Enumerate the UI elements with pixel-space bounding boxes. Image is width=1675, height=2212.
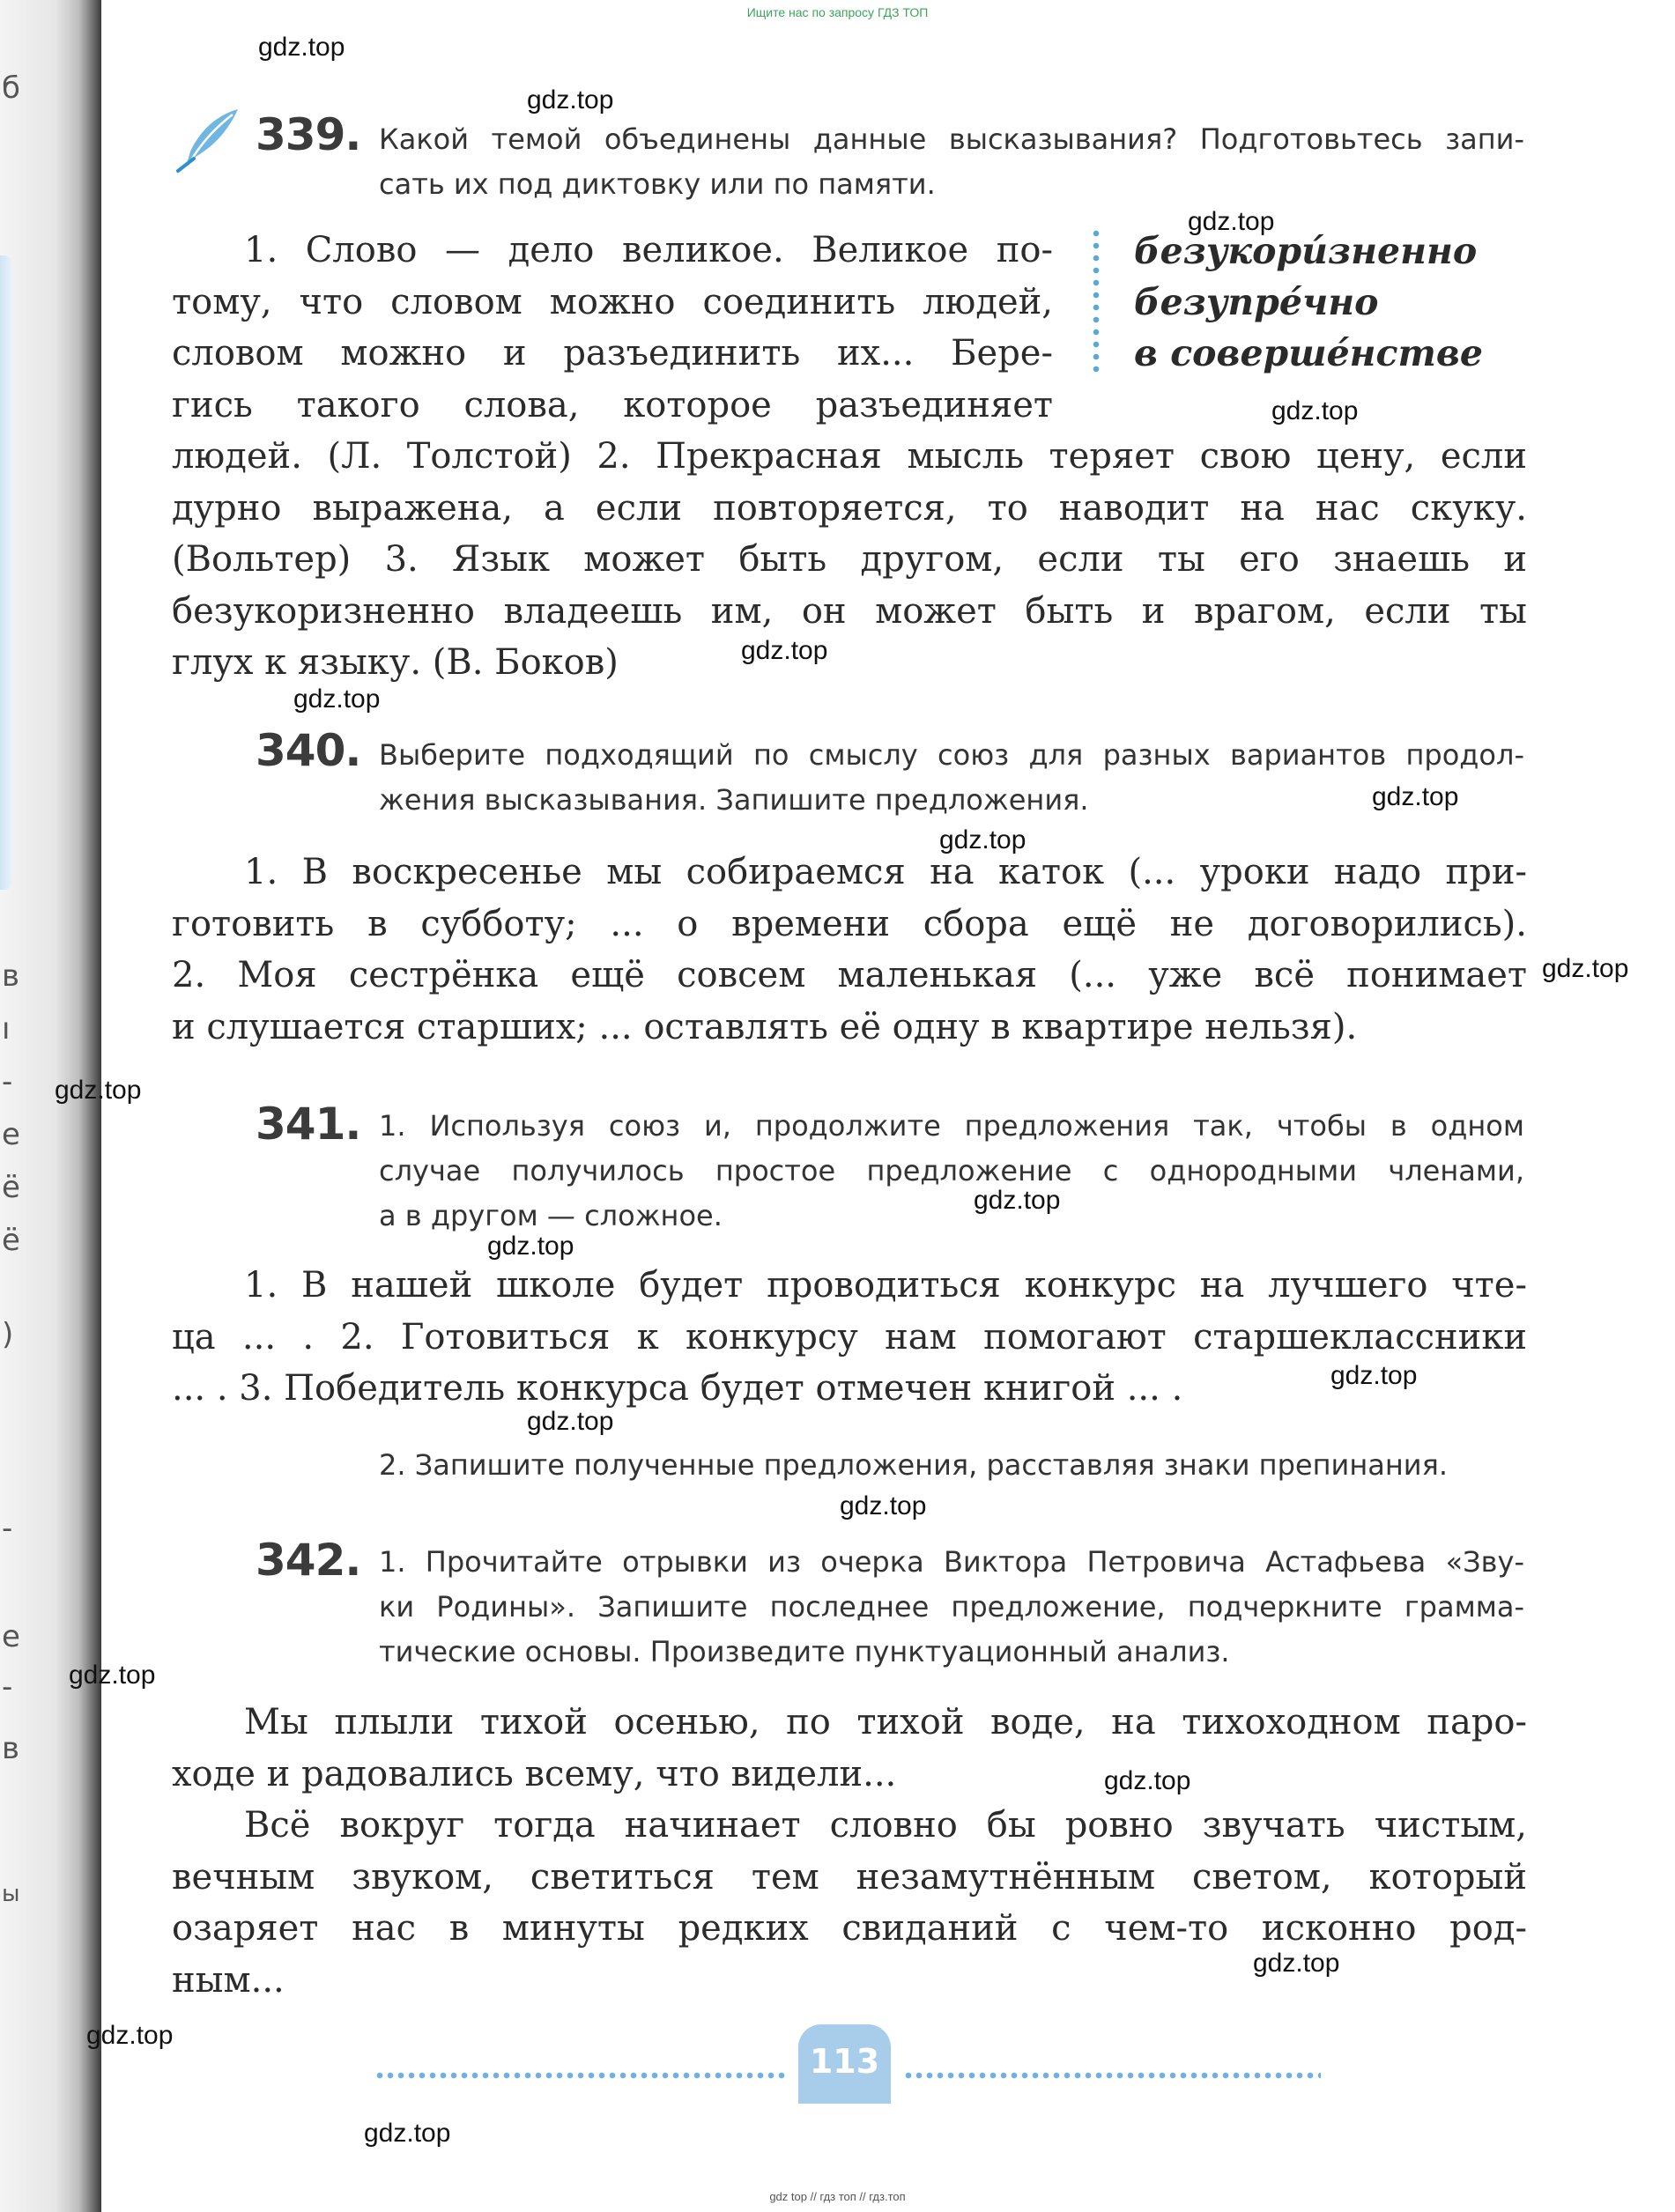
exercise-339-task (379, 117, 1524, 207)
watermark: gdz.top (1330, 1361, 1418, 1390)
edge-letter: е (2, 1619, 20, 1654)
text-line: словом можно и разъединить их... Бере- (172, 333, 1053, 374)
exercise-number-340: 340. (256, 725, 361, 776)
task-line: случае получилось простое предложение с однородными членами, (379, 1154, 1524, 1187)
watermark: gdz.top (55, 1076, 142, 1105)
text-line: 1. Слово — дело великое. Великое по- (244, 230, 1053, 270)
edge-letter: ё (2, 1223, 20, 1258)
footer-dots-left (374, 2072, 787, 2079)
watermark: gdz.top (1104, 1766, 1191, 1795)
text-line: Мы плыли тихой осенью, по тихой воде, на тихоходном паро- (244, 1702, 1527, 1742)
watermark: gdz.top (293, 684, 381, 714)
exercise-341-text (172, 1260, 1527, 1415)
task-line: тические основы. Произведите пунктуационный анализ. (379, 1635, 1230, 1668)
watermark: gdz.top (69, 1661, 156, 1690)
vocab-word: безупре́чно (1134, 281, 1379, 323)
text-line: дурно выражена, а если повторяется, то наводит на нас скуку. (172, 487, 1527, 529)
text-line: 1. В воскресенье мы собираемся на каток (... уроки надо при- (244, 852, 1527, 892)
text-line: ... . 3. Победитель конкурса будет отмечен книгой ... . (172, 1368, 1183, 1409)
watermark: gdz.top (258, 33, 345, 62)
exercise-340-text (172, 847, 1527, 1053)
task-line: 1. Прочитайте отрывки из очерка Виктора Петровича Астафьева «Зву- (379, 1545, 1524, 1579)
footer-dots-right (903, 2072, 1321, 2079)
text-line: 1. В нашей школе будет проводиться конкурс на лучшего чте- (244, 1265, 1527, 1306)
exercise-341-task (379, 1104, 1524, 1239)
task-line: 1. Используя союз и, продолжите предложения так, чтобы в одном (379, 1109, 1524, 1143)
vocabulary-divider (1093, 227, 1100, 375)
exercise-number-339: 339. (256, 109, 361, 160)
edge-letter: ы (2, 1881, 20, 1907)
task-line: а в другом — сложное. (379, 1199, 723, 1232)
watermark: gdz.top (840, 1491, 927, 1520)
top-banner: Ищите нас по запросу ГДЗ ТОП (746, 5, 929, 19)
watermark: gdz.top (741, 636, 828, 665)
edge-letter: в (2, 1731, 20, 1766)
bottom-banner: gdz top // гдз топ // гдз.топ (769, 2190, 906, 2203)
text-line: Всё вокруг тогда начинает словно бы ровно звучать чистым, (244, 1805, 1527, 1846)
watermark: gdz.top (1188, 207, 1275, 236)
watermark: gdz.top (1271, 396, 1359, 425)
watermark: gdz.top (86, 2021, 174, 2050)
watermark: gdz.top (487, 1232, 574, 1261)
exercise-340-task (379, 733, 1524, 823)
watermark: gdz.top (1253, 1949, 1340, 1978)
edge-letter: - (2, 1511, 13, 1546)
edge-letter: в (2, 958, 20, 994)
watermark: gdz.top (1372, 782, 1459, 811)
text-line: ходе и радовались всему, что видели... (172, 1753, 897, 1794)
text-line: людей. (Л. Толстой) 2. Прекрасная мысль теряет свою цену, если (172, 436, 1527, 477)
edge-letter: ё (2, 1170, 20, 1205)
task-line: Какой темой объединены данные высказывания? Подготовьтесь запи- (379, 122, 1524, 156)
text-line: безукоризненно владеешь им, он может быть и врагом, если ты (172, 590, 1527, 632)
text-line: вечным звуком, светиться тем незамутнённым светом, который (172, 1856, 1527, 1898)
text-line: ным... (172, 1959, 285, 2001)
edge-letter: б (2, 70, 20, 106)
text-line: ца ... . 2. Готовиться к конкурсу нам помогают старшеклассники (172, 1316, 1527, 1358)
task-line: ки Родины». Запишите последнее предложение, подчеркните грамма- (379, 1590, 1524, 1624)
edge-letter: е (2, 1117, 20, 1152)
watermark: gdz.top (527, 1407, 614, 1436)
task-line: Выберите подходящий по смыслу союз для разных вариантов продол- (379, 738, 1524, 772)
edge-letter: ı (2, 1011, 11, 1047)
task-line: 2. Запишите полученные предложения, расставляя знаки препинания. (379, 1448, 1448, 1482)
exercise-339-text-narrow (172, 225, 1053, 431)
vocabulary-box (1134, 226, 1539, 379)
text-line: гись такого слова, которое разъединяет (172, 384, 1053, 425)
vocab-word: в соверше́нстве (1134, 332, 1483, 374)
task-line: сать их под диктовку или по памяти. (379, 167, 936, 201)
text-line: озаряет нас в минуты редких свиданий с чем-то исконно род- (172, 1908, 1527, 1949)
task-line: жения высказывания. Запишите предложения. (379, 783, 1089, 817)
text-line: глух к языку. (В. Боков) (172, 642, 619, 683)
text-line: тому, что словом можно соединить людей, (172, 281, 1053, 322)
text-line: готовить в субботу; ... о времени сбора ещё не договорились). (172, 903, 1527, 944)
text-line: и слушается старших; ... оставлять её одну в квартире нельзя). (172, 1006, 1358, 1047)
watermark: gdz.top (527, 85, 614, 115)
text-line: 2. Моя сестрёнка ещё совсем маленькая (... уже всё понимает (172, 955, 1527, 995)
edge-letter: - (2, 1064, 13, 1099)
exercise-number-341: 341. (256, 1099, 361, 1150)
watermark: gdz.top (939, 825, 1026, 854)
feather-pen-icon (174, 106, 245, 176)
text-line: (Вольтер) 3. Язык может быть другом, если ты его знаешь и (172, 539, 1527, 580)
watermark: gdz.top (974, 1186, 1061, 1215)
vocab-word: безукори́зненно (1134, 230, 1478, 272)
exercise-342-task (379, 1540, 1524, 1675)
watermark: gdz.top (1542, 954, 1629, 983)
page-number: 113 (798, 2024, 891, 2104)
edge-letter: - (2, 1669, 13, 1705)
spine-tab (0, 255, 12, 890)
exercise-339-text (172, 431, 1527, 689)
exercise-number-342: 342. (256, 1535, 361, 1586)
edge-letter: ) (2, 1317, 14, 1352)
watermark: gdz.top (364, 2119, 451, 2148)
exercise-341-task-2 (379, 1443, 1524, 1488)
